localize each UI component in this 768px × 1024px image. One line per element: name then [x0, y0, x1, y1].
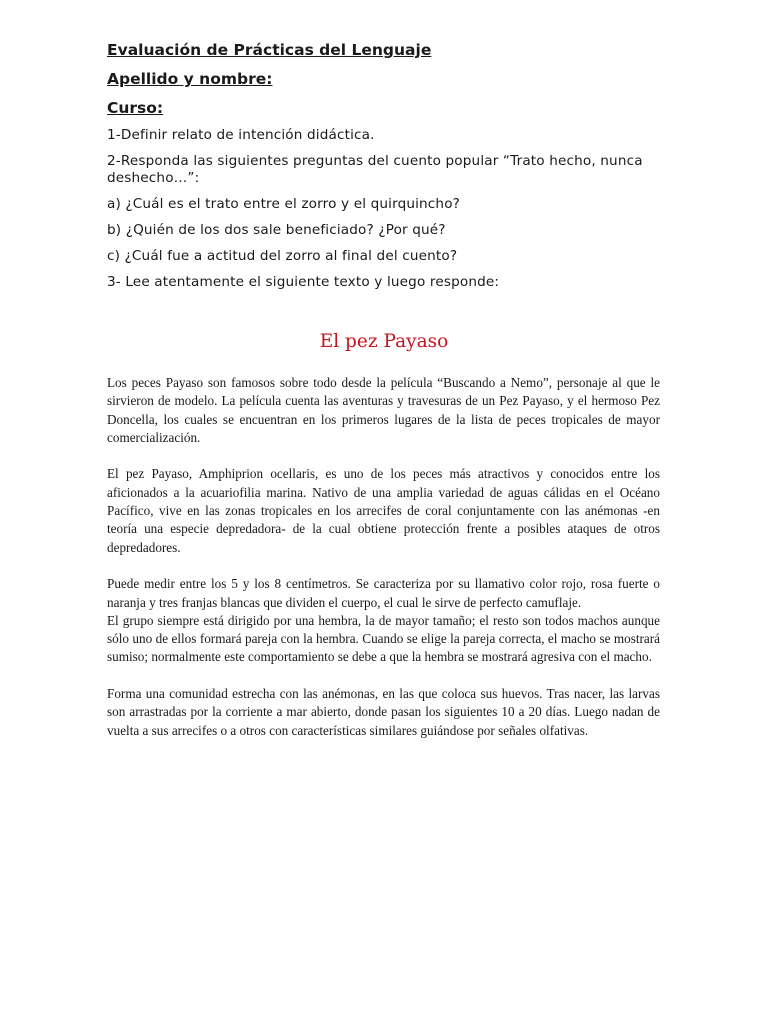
article-paragraph-1: Los peces Payaso son famosos sobre todo desde la película “Buscando a Nemo”, personaje al que le sirvieron de modelo. La película cuenta las aventuras y travesuras de un Pez Payaso, y el hermoso Pez Doncella, los cuales se encuentran en los primeros lugares de la lista de peces tropicales de mayor comercialización. [107, 375, 660, 445]
question-1: 1-Definir relato de intención didáctica. [107, 127, 375, 143]
question-2a: a) ¿Cuál es el trato entre el zorro y el quirquincho? [107, 196, 461, 212]
course-label: Curso: [107, 99, 164, 117]
exam-header [107, 40, 667, 300]
question-2b: b) ¿Quién de los dos sale beneficiado? ¿Por qué? [107, 222, 446, 238]
article-paragraph-5: Forma una comunidad estrecha con las anémonas, en las que coloca sus huevos. Tras nacer, las larvas son arrastradas por la corriente a mar abierto, donde pasan los siguientes 10 a 20 días. Luego nadan de vuelta a sus arrecifes o a otros con características similares guiándose por señales olfativas. [107, 686, 660, 738]
article-paragraph-4: El grupo siempre está dirigido por una hembra, la de mayor tamaño; el resto son todos machos aunque sólo uno de ellos formará pareja con la hembra. Cuando se elige la pareja correcta, el macho se mostrará sumiso; normalmente este comportamiento se debe a que la hembra se mostrará agresiva con el macho. [107, 612, 660, 665]
article-paragraph-2: El pez Payaso, Amphiprion ocellaris, es uno de los peces más atractivos y conocidos entre los aficionados a la acuariofilia marina. Nativo de una amplia variedad de aguas cálidas en el Océano Pacífico, vive en las zonas tropicales en los arrecifes de coral conjuntamente con las anémonas -en teoría una especie depredadora- de la cual obtiene protección frente a posibles ataques de otros depredadores. [107, 466, 660, 555]
article-title: El pez Payaso [319, 331, 449, 352]
question-3: 3- Lee atentamente el siguiente texto y luego responde: [107, 274, 500, 290]
article-body [107, 374, 660, 740]
article-paragraph-3: Puede medir entre los 5 y los 8 centímetros. Se caracteriza por su llamativo color rojo, rosa fuerte o naranja y tres franjas blancas que dividen el cuerpo, el cual le sirve de perfecto camuflaje. [107, 576, 660, 610]
question-2c: c) ¿Cuál fue a actitud del zorro al final del cuento? [107, 248, 458, 264]
name-label: Apellido y nombre: [107, 70, 273, 88]
exam-title: Evaluación de Prácticas del Lenguaje [107, 41, 432, 59]
question-2: 2-Responda las siguientes preguntas del cuento popular “Trato hecho, nunca deshecho…”: [107, 153, 643, 186]
